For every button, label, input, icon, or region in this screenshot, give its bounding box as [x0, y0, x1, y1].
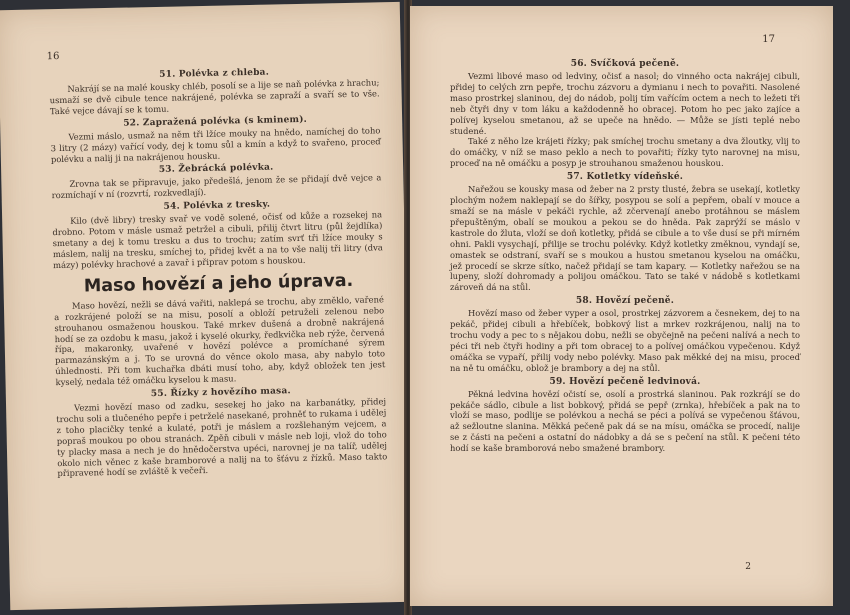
section-text: Nakrájí se na malé kousky chléb, posolí se a lije se naň polévka z hrachu; usmaží se dvě cibule tence nakrájené, polévka se zapraží a svaří se to vše. Také vejce dávají se k tomu.	[49, 77, 380, 117]
section-text: Pěkná ledvina hovězí očistí se, osolí a prostrká slaninou. Pak rozkrájí se do pekáče sádlo, cibule a list bobkový, přidá se pepř (zrnka), hřebíček a pak na to vloží se maso, podlije se polévkou a nechá se péci a polívá se vypečenou šťávou, až sežloutne slanina. Měkká pečeně pak dá se na mísu, omáčka se procedí, nalije se z části na pečeni a ostatní do nádobky a dá se s pečení na stůl. K pečeni této hodí se kaše bramborová nebo smažené brambory.	[450, 388, 800, 454]
section-heading: 59. Hovězí pečeně ledvinová.	[549, 376, 701, 387]
section-heading: 54. Polévka z tresky.	[163, 199, 271, 213]
right-page-content	[450, 56, 800, 454]
section-text: Kilo (dvě libry) tresky svař ve vodě solené, očisť od kůže a rozsekej na drobno. Potom v másle usmaž petržel a cibuli, přilij čtvrt litru (půl žejdlíka) smetany a dej k tomu tresku a dus to trochu; zatím svrť tři lžíce mouky s máslem, nalij na tresku, smíchej to, přidej květ a na to vše nalij tři litry (dva mázy) polévky hrachové a zavař i připrav potom s houskou.	[52, 209, 383, 271]
section-heading: 58. Hovězí pečeně.	[575, 296, 675, 307]
section-heading: 56. Svíčková pečeně.	[570, 59, 680, 69]
section-text: Také z něho lze krájeti řízky; pak smíchej trochu smetany a dva žloutky, vlij to do omáčky, v níž se maso peklo a nech to povařiti; řízky tyto narovnej na misu, proceď na ně omáčku a posyp je strouhanou smaženou houskou.	[450, 136, 800, 169]
section-heading: 55. Řízky z hovězího masa.	[150, 386, 291, 400]
section-heading: 57. Kotletky vídeňské.	[566, 172, 684, 183]
section-heading: 52. Zapražená polévka (s kminem).	[123, 114, 308, 129]
page-number: 17	[762, 34, 775, 45]
chapter-title: Maso hovězí a jeho úprava.	[83, 270, 354, 297]
section-heading: 53. Žebrácká polévka.	[158, 162, 274, 176]
section-text: Hovězí maso od žeber vyper a osol, prostrkej zázvorem a česnekem, dej to na pekáč, přidej cibuli a hřebíček, bobkový list a mrkev rozkrájenou, nalij na to trochu vody a pec to s nějakou dobu, nežli se obyčejně na pečeni nalívá a nech to péci tři neb čtyři hodiny a při tom obracej to a polívej omáčkou vypečenou. Když omáčka se vypaří, přilij vody nebo polévky. Maso pak měkké dej na misu, proceď na ně tu omáčku, oblož je brambory a dej na stůl.	[450, 308, 800, 373]
page-number: 16	[46, 50, 60, 63]
section-heading: 51. Polévka z chleba.	[159, 67, 270, 80]
left-page	[0, 2, 412, 610]
section-text: Vezmi libové maso od ledviny, očisť a nasol; do vinného octa nakrájej cibuli, přidej to celých zrn pepře, trochu zázvoru a dymianu i nech to povařiti. Nasolené maso prostrkej slaninou, dej do nádob, polij tím vařícím octem a nech to ležeti tři neb čtyři dny v tom láku a každodenně ho obracej. Potom ho pec jako zajíce a polívej kyselou smetanou, až se upeče na hnědo. — Může se jísti teplé nebo studené.	[450, 71, 800, 136]
section-text: Vezmi máslo, usmaž na něm tři lžíce mouky na hnědo, namíchej do toho 3 litry (2 mázy) vařící vody, dej k tomu sůl a kmín a když to svařeno, proceď polévku a nalij ji na nakrájenou housku.	[50, 125, 381, 164]
right-page	[410, 6, 833, 606]
section-text: Nařežou se kousky masa od žeber na 2 prsty tlusté, žebra se usekají, kotletky plochým nožem naklepají se do šířky, posypou se solí a pepřem, obalí v mouce a smaží se na másle v pekáči rychle, až zčervenají anebo protáhnou se máslem přepuštěným, obalí se moukou a pekou se do hněda. Pak zaprýží se máslo v kastrole do žluta, vloží se doň kotletky, přidá se cibule a to vše dusí se při mírném ohni. Pakli vysychají, přilije se trochu polévky. Když kotletky změknou, vyndají se, omastek se odstraní, svaří se s moukou a hustou smetanou kyselou na omáčku, jež procedí se skrze sítko, načež přidají se tam kapary. — Kotletky nařežou se na lupeny, složí dohromady a polijou omáčkou. Tato se také v nádobě s kotletkami zároveň dá na stůl.	[450, 184, 800, 293]
left-page-content	[49, 62, 388, 479]
chapter-intro-text: Maso hovězí, nežli se dává vařiti, naklepá se trochu, aby změklo, vařené a rozkrájené položí se na misu, posolí a obloží petruželi zelenou nebo strouhanou osmaženou houskou. Také mrkev dušená a drobně nakrájená hodí se za ozdobu k masu, jakož i kyselé okurky, ředkvička neb rýže, červená řípa, makaronky, uvařené v hovězí polévce a promíchané sýrem parmazánským a j. To se urovná do věnce okolo masa, aby nabylo toto úhlednosti. Při tom kuchařka dbáti musí toho, aby, když obložek ten jest kyselý, nedala též omáčku kyselou k masu.	[54, 294, 386, 388]
section-text: Vezmi hovězí maso od zadku, sesekej ho jako na karbanátky, přidej trochu soli a tlučeného pepře i petrželé nasekané, prohněť to rukama i udělej z toho placičky tenké a kulaté, potři je máslem a rozšlehaným vejcem, a popraš moukou po obou stranách. Zpěň cibuli v másle neb loji, vlož do toho ty placky masa a nech je do hnědočerstva upéci, narovnej je na talíř, udělej okolo nich věnec z kaše bramborové a nalij na to šťávu z řízků. Maso takto připravené hodí se zvláště k večeři.	[56, 396, 388, 479]
signature-mark: 2	[745, 562, 751, 572]
section-text: Zrovna tak se připravuje, jako předešlá, jenom že se přidají dvě vejce a rozmíchají v ní (rozvrtí, rozkvedlají).	[51, 172, 382, 201]
